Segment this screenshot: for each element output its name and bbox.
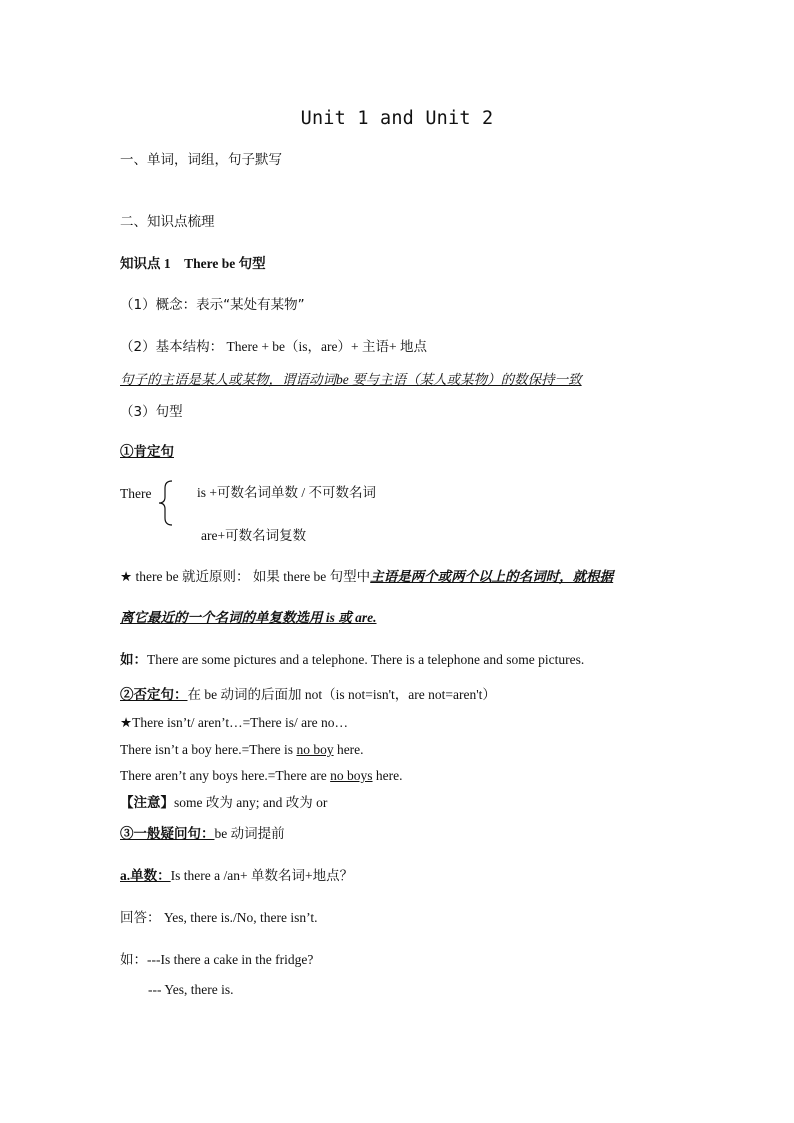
affirmative-heading: ①肯定句 [120, 444, 174, 459]
pattern-heading: （3）句型 [120, 404, 183, 420]
section-1-heading: 一、单词，词组，句子默写 [120, 152, 282, 168]
question-example-line [120, 952, 313, 968]
singular-line [120, 868, 353, 884]
example-line [120, 652, 584, 668]
question-example-label: 如： [120, 952, 147, 968]
singular-label: a.单数： [120, 868, 171, 883]
proximity-rule-line-1 [120, 569, 613, 585]
structure-label: （2）基本结构： [120, 339, 224, 355]
page-title: Unit 1 and Unit 2 [300, 108, 494, 129]
negative-example-1-post: here. [333, 742, 364, 757]
negative-example-1 [120, 742, 364, 758]
there-word: There [120, 486, 152, 501]
question-text: be 动词提前 [214, 826, 285, 841]
negative-example-2-pre: There aren’t any boys here.=There are [120, 768, 331, 783]
knowledge-point-1-heading: 知识点 1 There be 句型 [120, 256, 266, 271]
structure-formula: There + be（is，are）+ 主语+ 地点 [223, 339, 428, 354]
notice-text: some 改为 any; and 改为 or [174, 795, 328, 810]
proximity-rule-line-2: 离它最近的一个名词的单复数选用 is 或 are. [120, 610, 377, 625]
negative-heading: ②否定句： [120, 687, 188, 702]
example-label: 如： [120, 652, 147, 668]
example-text: There are some pictures and a telephone. There is a telephone and some pictures. [147, 652, 585, 667]
subject-verb-agreement-note: 句子的主语是某人或某物，谓语动词be 要与主语（某人或某物）的数保持一致 [120, 372, 582, 387]
answer-line [120, 910, 318, 926]
notice-line [120, 795, 327, 811]
concept-line: （1）概念：表示“某处有某物” [120, 297, 305, 313]
negative-example-1-pre: There isn’t a boy here.=There is [120, 742, 297, 757]
singular-text: Is there a /an+ 单数名词+地点？ [170, 868, 354, 883]
brace-icon [156, 480, 176, 526]
notice-label: 【注意】 [120, 795, 174, 811]
question-line [120, 826, 285, 842]
answer-label: 回答： [120, 910, 161, 926]
negative-example-2-post: here. [372, 768, 403, 783]
section-2-heading: 二、知识点梳理 [120, 214, 215, 230]
question-heading: ③一般疑问句： [120, 826, 215, 841]
negative-example-1-underlined: no boy [296, 742, 334, 757]
answer-text: Yes, there is./No, there isn’t. [160, 910, 318, 925]
question-example-question: ---Is there a cake in the fridge? [147, 952, 314, 967]
is-rule: is +可数名词单数 / 不可数名词 [197, 485, 376, 500]
negative-example-2-underlined: no boys [330, 768, 373, 783]
structure-line [120, 339, 427, 355]
negative-line [120, 687, 496, 703]
negative-star-rule: ★There isn’t/ aren’t…=There is/ are no… [120, 715, 349, 730]
proximity-prefix: ★ there be 就近原则： 如果 there be 句型中 [120, 569, 371, 584]
question-example-answer: --- Yes, there is. [148, 982, 234, 997]
are-rule: are+可数名词复数 [201, 528, 307, 543]
negative-text: 在 be 动词的后面加 not（is not=isn't，are not=aren't） [187, 687, 496, 702]
negative-example-2 [120, 768, 403, 784]
proximity-emphasis-1: 主语是两个或两个以上的名词时，就根据 [370, 569, 614, 584]
